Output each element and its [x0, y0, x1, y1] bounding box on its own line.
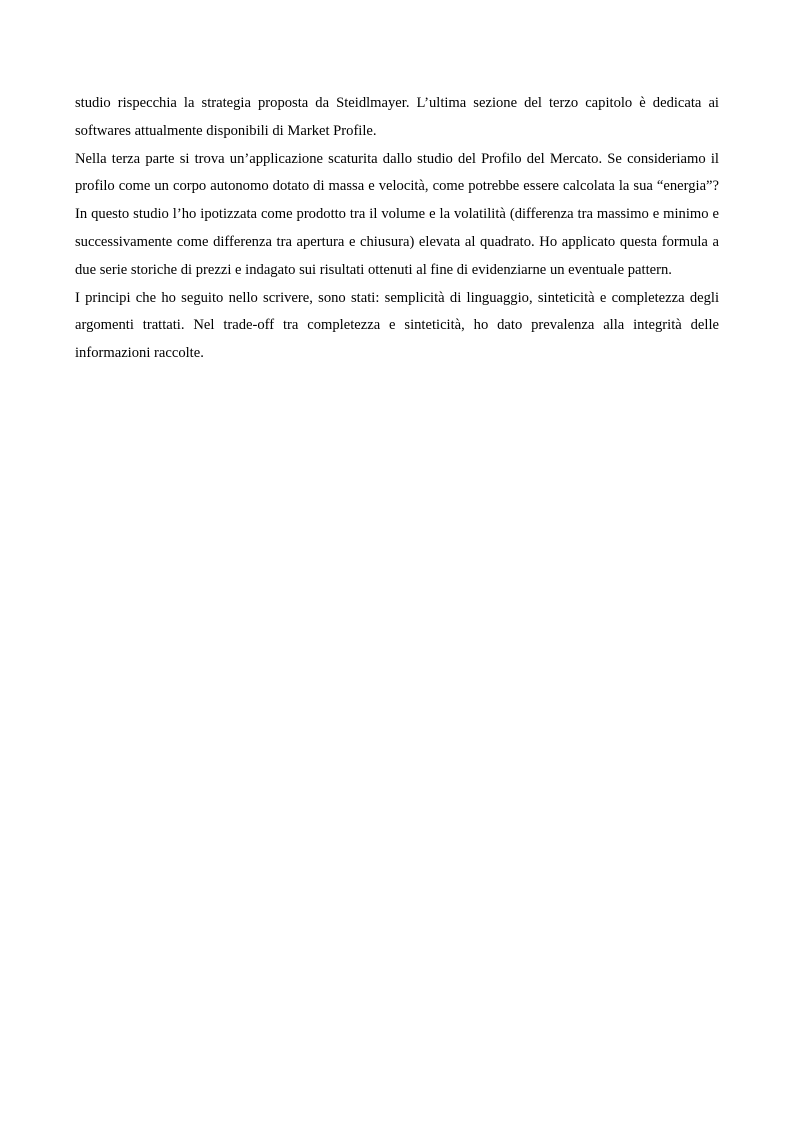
- paragraph-3: I principi che ho seguito nello scrivere, sono stati: semplicità di linguaggio, sinteticità e completezza degli argomenti trattati. Nel trade-off tra completezza e sinteticità, ho dato prevalenza alla integrità delle informazioni raccolte.: [75, 289, 719, 362]
- document-body: [75, 90, 719, 368]
- paragraph-1: studio rispecchia la strategia proposta da Steidlmayer. L’ultima sezione del terzo capitolo è dedicata ai softwares attualmente disponibili di Market Profile.: [75, 95, 719, 139]
- paragraph-2: Nella terza parte si trova un’applicazione scaturita dallo studio del Profilo del Mercato. Se consideriamo il profilo come un corpo autonomo dotato di massa e velocità, come potrebbe essere calcolata la sua “energia”? In questo studio l’ho ipotizzata come prodotto tra il volume e la volatilità (differenza tra massimo e minimo e successivamente come differenza tra apertura e chiusura) elevata al quadrato. Ho applicato questa formula a due serie storiche di prezzi e indagato sui risultati ottenuti al fine di evidenziarne un eventuale pattern.: [75, 150, 719, 278]
